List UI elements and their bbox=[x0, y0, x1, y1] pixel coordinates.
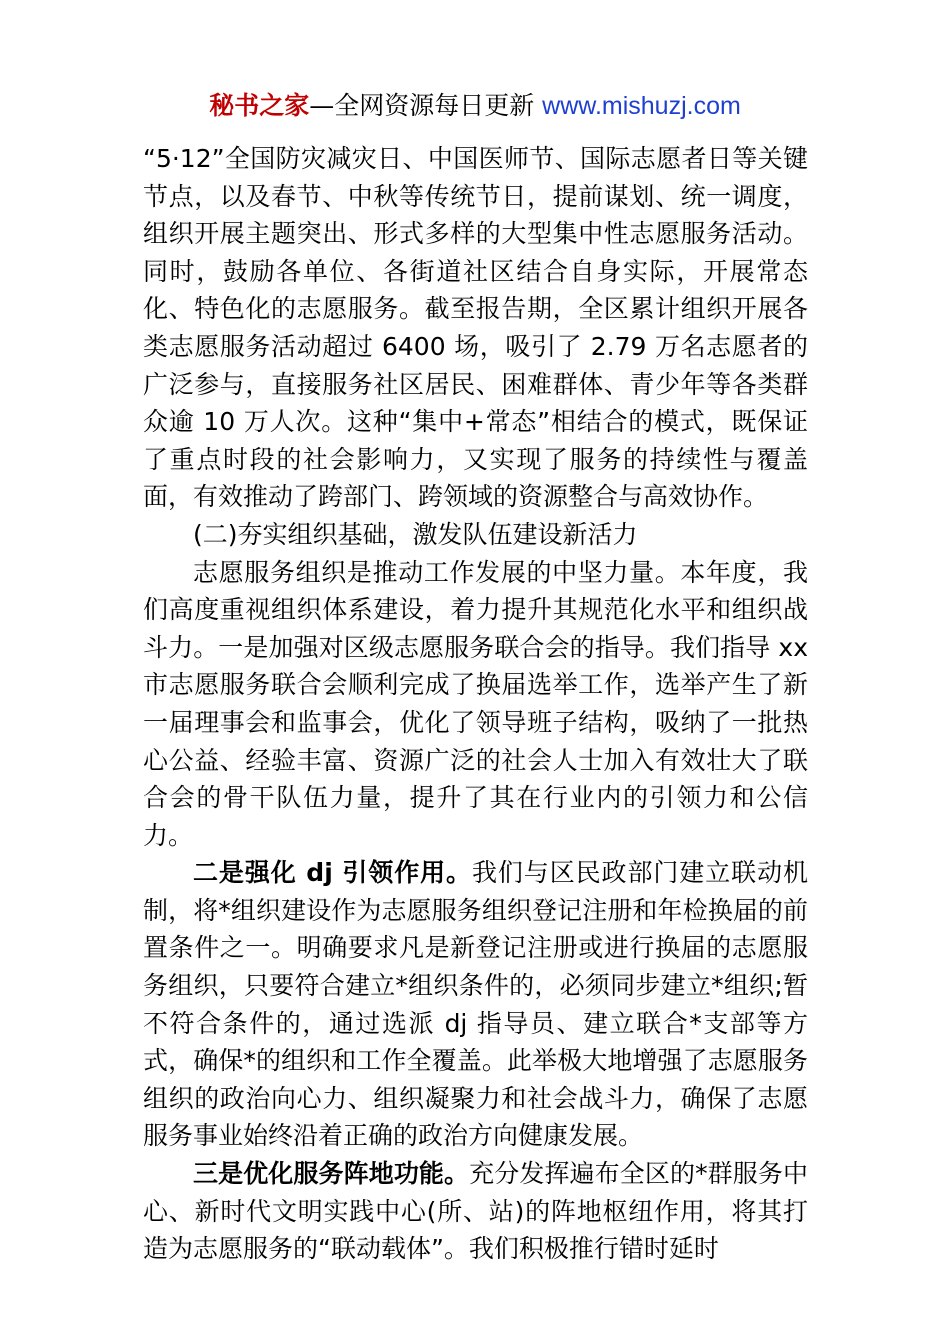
paragraph-continuation bbox=[143, 140, 808, 516]
paragraph-text: 我们与区民政部门建立联动机制，将*组织建设作为志愿服务组织登记注册和年检换届的前置条件之一。明确要求凡是新登记注册或进行换届的志愿服务组织，只要符合建立*组织条件的，必须同步建立*组织;暂不符合条件的，通过选派 dj 指导员、建立联合*支部等方式，确保*的组织和工作全覆盖。此举极大地增强了志愿服务组织的政治向心力、组织凝聚力和社会战斗力，确保了志愿服务事业始终沿着正确的政治方向健康发展。 bbox=[143, 858, 808, 1151]
page-header bbox=[0, 88, 950, 124]
paragraph-service-venue bbox=[143, 1155, 808, 1268]
paragraph-text: 充分发挥遍布全区的*群服务中心、新时代文明实践中心(所、站)的阵地枢纽作用，将其打造为志愿服务的“联动载体”。我们积极推行错时延时 bbox=[143, 1159, 808, 1264]
paragraph-text: “5·12”全国防灾减灾日、中国医师节、国际志愿者日等关键节点，以及春节、中秋等传统节日，提前谋划、统一调度，组织开展主题突出、形式多样的大型集中性志愿服务活动。同时，鼓励各单位、各街道社区结合自身实际，开展常态化、特色化的志愿服务。截至报告期，全区累计组织开展各类志愿服务活动超过 6400 场，吸引了 2.79 万名志愿者的广泛参与，直接服务社区居民、困难群体、青少年等各类群众逾 10 万人次。这种“集中+常态”相结合的模式，既保证了重点时段的社会影响力，又实现了服务的持续性与覆盖面，有效推动了跨部门、跨领域的资源整合与高效协作。 bbox=[143, 144, 808, 512]
paragraph-organization bbox=[143, 554, 808, 855]
section-heading bbox=[143, 516, 808, 554]
site-tagline: —全网资源每日更新 bbox=[309, 91, 543, 120]
paragraph-text: 志愿服务组织是推动工作发展的中坚力量。本年度，我们高度重视组织体系建设，着力提升其规范化水平和组织战斗力。一是加强对区级志愿服务联合会的指导。我们指导 xx 市志愿服务联合会顺利完成了换届选举工作，选举产生了新一届理事会和监事会，优化了领导班子结构，吸纳了一批热心公益、经验丰富、资源广泛的社会人士加入有效壮大了联合会的骨干队伍力量，提升了其在行业内的引领力和公信力。 bbox=[143, 557, 808, 850]
paragraph-lead-bold: 二是强化 dj 引领作用。 bbox=[193, 858, 472, 888]
document-body bbox=[143, 140, 808, 1268]
paragraph-lead-bold: 三是优化服务阵地功能。 bbox=[193, 1159, 470, 1189]
section-heading-text: (二)夯实组织基础，激发队伍建设新活力 bbox=[193, 519, 638, 549]
site-url-link[interactable]: www.mishuzj.com bbox=[542, 92, 741, 120]
site-brand: 秘书之家 bbox=[209, 91, 310, 120]
paragraph-party-guidance bbox=[143, 854, 808, 1155]
